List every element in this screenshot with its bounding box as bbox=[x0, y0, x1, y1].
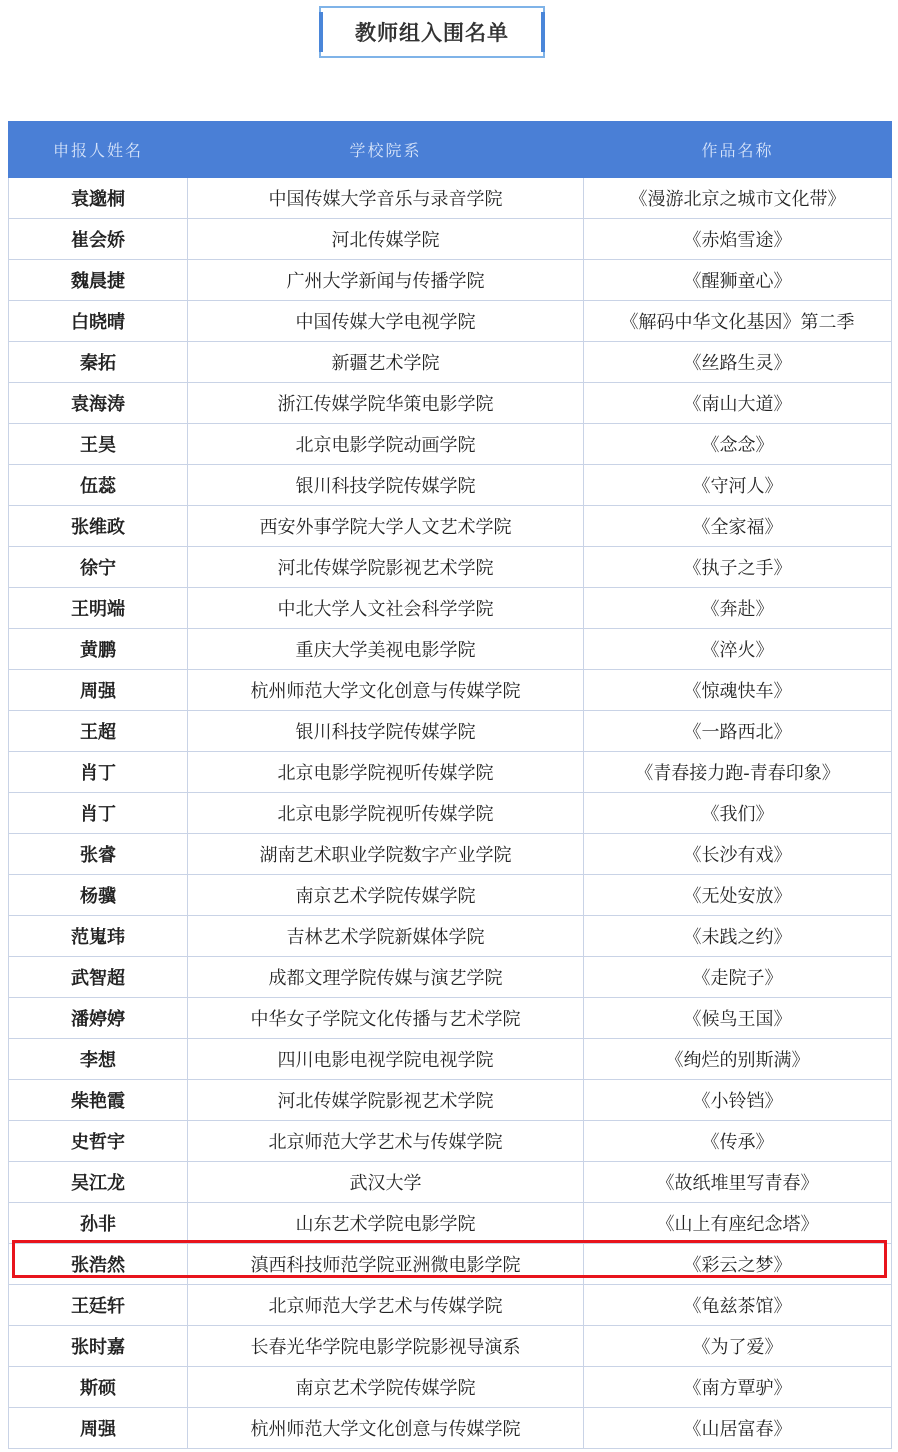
applicant-name-cell: 肖丁 bbox=[9, 793, 188, 834]
work-title-cell: 《丝路生灵》 bbox=[584, 342, 892, 383]
applicant-name-cell: 伍蕊 bbox=[9, 465, 188, 506]
school-cell: 湖南艺术职业学院数字产业学院 bbox=[188, 834, 584, 875]
school-cell: 吉林艺术学院新媒体学院 bbox=[188, 916, 584, 957]
work-title-cell: 《淬火》 bbox=[584, 629, 892, 670]
applicant-name-cell: 范嵬玮 bbox=[9, 916, 188, 957]
work-title-cell: 《青春接力跑-青春印象》 bbox=[584, 752, 892, 793]
work-title-cell: 《全家福》 bbox=[584, 506, 892, 547]
school-cell: 北京电影学院动画学院 bbox=[188, 424, 584, 465]
table-row bbox=[9, 1203, 892, 1244]
applicant-name-cell: 肖丁 bbox=[9, 752, 188, 793]
table-row bbox=[9, 1039, 892, 1080]
table-header-row bbox=[9, 122, 892, 178]
school-cell: 中国传媒大学音乐与录音学院 bbox=[188, 178, 584, 219]
finalist-table bbox=[8, 121, 892, 1449]
table-row bbox=[9, 711, 892, 752]
work-title-cell: 《长沙有戏》 bbox=[584, 834, 892, 875]
work-title-cell: 《山上有座纪念塔》 bbox=[584, 1203, 892, 1244]
table-row bbox=[9, 383, 892, 424]
work-title-cell: 《守河人》 bbox=[584, 465, 892, 506]
school-cell: 西安外事学院大学人文艺术学院 bbox=[188, 506, 584, 547]
table-row bbox=[9, 1367, 892, 1408]
work-title-cell: 《传承》 bbox=[584, 1121, 892, 1162]
work-title-cell: 《无处安放》 bbox=[584, 875, 892, 916]
school-cell: 南京艺术学院传媒学院 bbox=[188, 1367, 584, 1408]
work-title-cell: 《解码中华文化基因》第二季 bbox=[584, 301, 892, 342]
table-row bbox=[9, 670, 892, 711]
page-title: 教师组入围名单 bbox=[355, 21, 509, 45]
table-row bbox=[9, 793, 892, 834]
applicant-name-cell: 袁海涛 bbox=[9, 383, 188, 424]
applicant-name-cell: 周强 bbox=[9, 670, 188, 711]
work-title-cell: 《南方覃驴》 bbox=[584, 1367, 892, 1408]
work-title-cell: 《为了爱》 bbox=[584, 1326, 892, 1367]
school-cell: 北京电影学院视听传媒学院 bbox=[188, 793, 584, 834]
school-cell: 新疆艺术学院 bbox=[188, 342, 584, 383]
school-cell: 杭州师范大学文化创意与传媒学院 bbox=[188, 1408, 584, 1449]
table-row bbox=[9, 178, 892, 219]
table-row bbox=[9, 219, 892, 260]
school-cell: 北京师范大学艺术与传媒学院 bbox=[188, 1285, 584, 1326]
school-cell: 中北大学人文社会科学学院 bbox=[188, 588, 584, 629]
table-row bbox=[9, 752, 892, 793]
table-row bbox=[9, 588, 892, 629]
applicant-name-cell: 张时嘉 bbox=[9, 1326, 188, 1367]
applicant-name-cell: 孙非 bbox=[9, 1203, 188, 1244]
applicant-name-cell: 张浩然 bbox=[9, 1244, 188, 1285]
school-cell: 河北传媒学院影视艺术学院 bbox=[188, 547, 584, 588]
applicant-name-cell: 潘婷婷 bbox=[9, 998, 188, 1039]
applicant-name-cell: 崔会娇 bbox=[9, 219, 188, 260]
work-title-cell: 《醒狮童心》 bbox=[584, 260, 892, 301]
school-cell: 广州大学新闻与传播学院 bbox=[188, 260, 584, 301]
work-title-cell: 《漫游北京之城市文化带》 bbox=[584, 178, 892, 219]
work-title-cell: 《执子之手》 bbox=[584, 547, 892, 588]
applicant-name-cell: 武智超 bbox=[9, 957, 188, 998]
header-applicant-name: 申报人姓名 bbox=[9, 122, 188, 178]
table-row bbox=[9, 301, 892, 342]
table-row bbox=[9, 1080, 892, 1121]
table-row bbox=[9, 547, 892, 588]
work-title-cell: 《走院子》 bbox=[584, 957, 892, 998]
table-row bbox=[9, 342, 892, 383]
work-title-cell: 《候鸟王国》 bbox=[584, 998, 892, 1039]
table-row bbox=[9, 875, 892, 916]
table-row bbox=[9, 834, 892, 875]
work-title-cell: 《赤焰雪途》 bbox=[584, 219, 892, 260]
table-row bbox=[9, 1244, 892, 1285]
applicant-name-cell: 张睿 bbox=[9, 834, 188, 875]
applicant-name-cell: 白晓晴 bbox=[9, 301, 188, 342]
school-cell: 浙江传媒学院华策电影学院 bbox=[188, 383, 584, 424]
school-cell: 北京师范大学艺术与传媒学院 bbox=[188, 1121, 584, 1162]
work-title-cell: 《故纸堆里写青春》 bbox=[584, 1162, 892, 1203]
table-row bbox=[9, 1408, 892, 1449]
applicant-name-cell: 秦拓 bbox=[9, 342, 188, 383]
table-row bbox=[9, 1326, 892, 1367]
school-cell: 银川科技学院传媒学院 bbox=[188, 711, 584, 752]
school-cell: 银川科技学院传媒学院 bbox=[188, 465, 584, 506]
work-title-cell: 《念念》 bbox=[584, 424, 892, 465]
work-title-cell: 《一路西北》 bbox=[584, 711, 892, 752]
table-row bbox=[9, 1285, 892, 1326]
table-row bbox=[9, 465, 892, 506]
school-cell: 武汉大学 bbox=[188, 1162, 584, 1203]
table-row bbox=[9, 506, 892, 547]
school-cell: 山东艺术学院电影学院 bbox=[188, 1203, 584, 1244]
table-row bbox=[9, 629, 892, 670]
school-cell: 北京电影学院视听传媒学院 bbox=[188, 752, 584, 793]
work-title-cell: 《绚烂的别斯满》 bbox=[584, 1039, 892, 1080]
school-cell: 滇西科技师范学院亚洲微电影学院 bbox=[188, 1244, 584, 1285]
school-cell: 中国传媒大学电视学院 bbox=[188, 301, 584, 342]
applicant-name-cell: 王廷轩 bbox=[9, 1285, 188, 1326]
table-row bbox=[9, 998, 892, 1039]
table-row bbox=[9, 1121, 892, 1162]
table-row bbox=[9, 424, 892, 465]
work-title-cell: 《未践之约》 bbox=[584, 916, 892, 957]
header-work-title: 作品名称 bbox=[584, 122, 892, 178]
applicant-name-cell: 吴江龙 bbox=[9, 1162, 188, 1203]
school-cell: 四川电影电视学院电视学院 bbox=[188, 1039, 584, 1080]
school-cell: 河北传媒学院 bbox=[188, 219, 584, 260]
work-title-cell: 《惊魂快车》 bbox=[584, 670, 892, 711]
table-row bbox=[9, 260, 892, 301]
school-cell: 长春光华学院电影学院影视导演系 bbox=[188, 1326, 584, 1367]
table-row bbox=[9, 916, 892, 957]
applicant-name-cell: 李想 bbox=[9, 1039, 188, 1080]
applicant-name-cell: 杨骥 bbox=[9, 875, 188, 916]
work-title-cell: 《龟兹茶馆》 bbox=[584, 1285, 892, 1326]
applicant-name-cell: 王昊 bbox=[9, 424, 188, 465]
applicant-name-cell: 魏晨捷 bbox=[9, 260, 188, 301]
header-school-department: 学校院系 bbox=[188, 122, 584, 178]
applicant-name-cell: 史哲宇 bbox=[9, 1121, 188, 1162]
school-cell: 成都文理学院传媒与演艺学院 bbox=[188, 957, 584, 998]
school-cell: 河北传媒学院影视艺术学院 bbox=[188, 1080, 584, 1121]
school-cell: 南京艺术学院传媒学院 bbox=[188, 875, 584, 916]
applicant-name-cell: 王超 bbox=[9, 711, 188, 752]
title-box bbox=[319, 6, 545, 58]
table-row bbox=[9, 957, 892, 998]
applicant-name-cell: 斯硕 bbox=[9, 1367, 188, 1408]
work-title-cell: 《彩云之梦》 bbox=[584, 1244, 892, 1285]
work-title-cell: 《山居富春》 bbox=[584, 1408, 892, 1449]
work-title-cell: 《小铃铛》 bbox=[584, 1080, 892, 1121]
school-cell: 重庆大学美视电影学院 bbox=[188, 629, 584, 670]
school-cell: 杭州师范大学文化创意与传媒学院 bbox=[188, 670, 584, 711]
work-title-cell: 《我们》 bbox=[584, 793, 892, 834]
applicant-name-cell: 柴艳霞 bbox=[9, 1080, 188, 1121]
applicant-name-cell: 张维政 bbox=[9, 506, 188, 547]
work-title-cell: 《奔赴》 bbox=[584, 588, 892, 629]
school-cell: 中华女子学院文化传播与艺术学院 bbox=[188, 998, 584, 1039]
applicant-name-cell: 徐宁 bbox=[9, 547, 188, 588]
applicant-name-cell: 袁邈桐 bbox=[9, 178, 188, 219]
applicant-name-cell: 黄鹏 bbox=[9, 629, 188, 670]
applicant-name-cell: 王明端 bbox=[9, 588, 188, 629]
work-title-cell: 《南山大道》 bbox=[584, 383, 892, 424]
applicant-name-cell: 周强 bbox=[9, 1408, 188, 1449]
table-row bbox=[9, 1162, 892, 1203]
